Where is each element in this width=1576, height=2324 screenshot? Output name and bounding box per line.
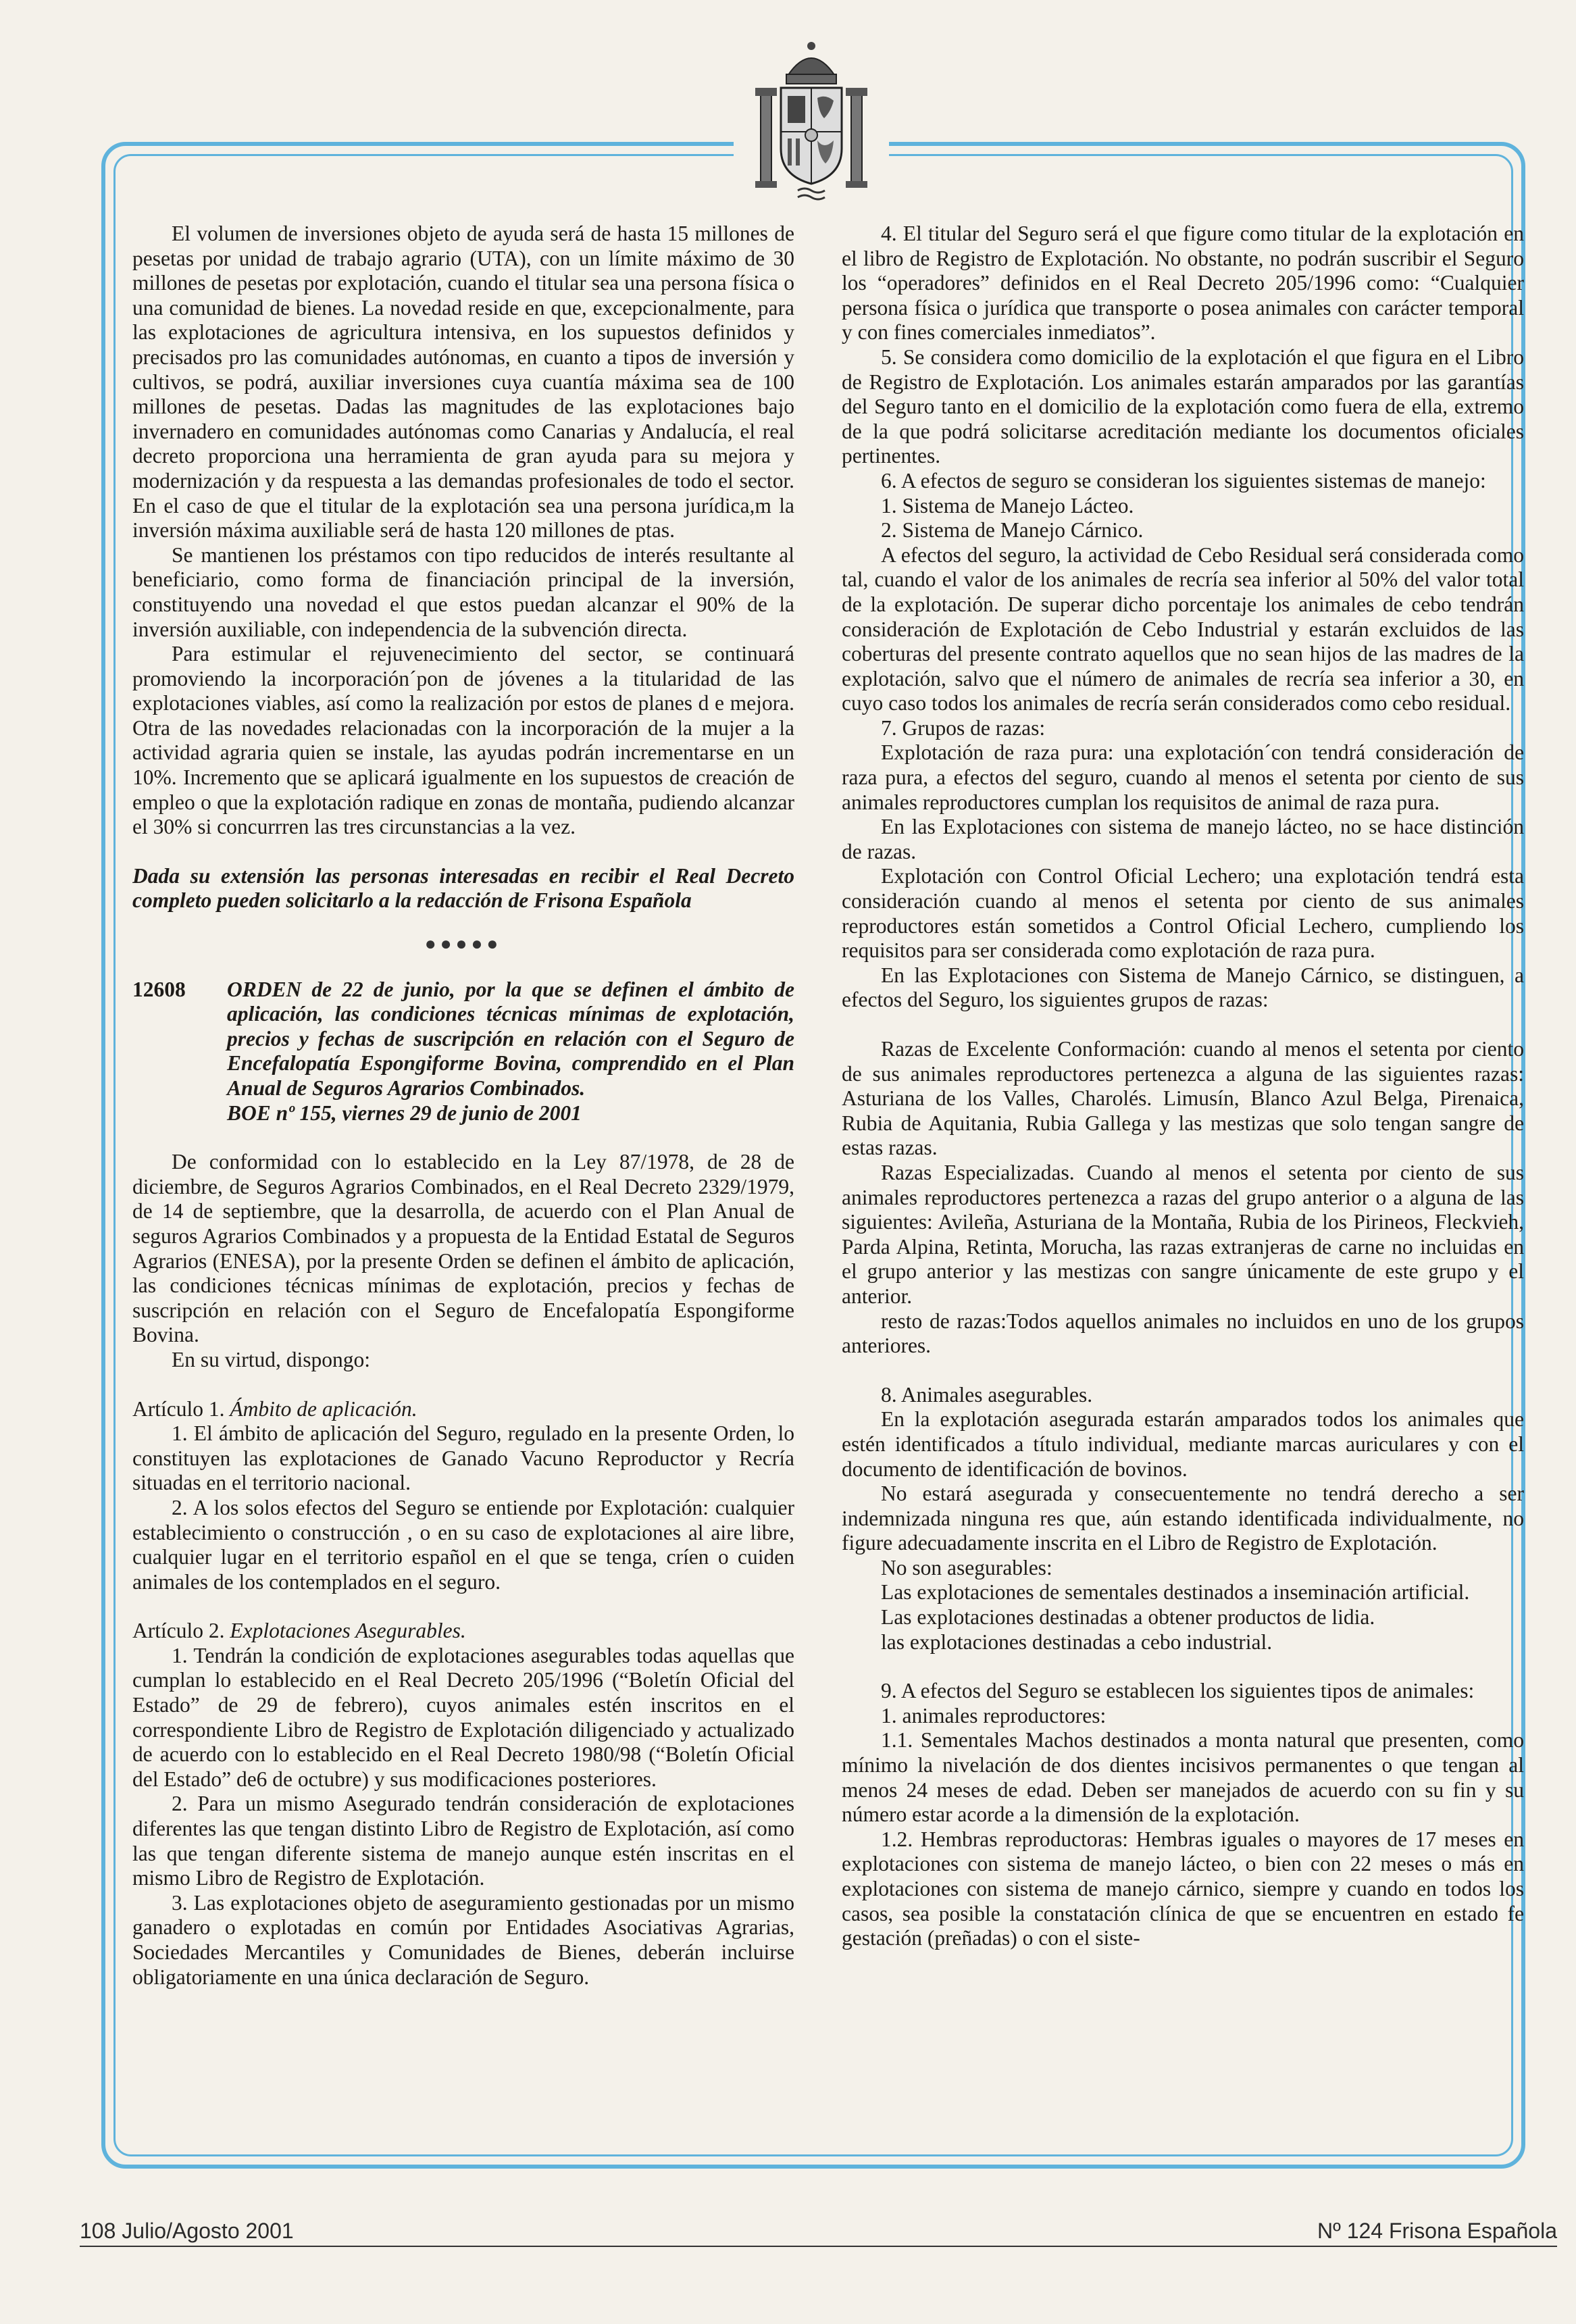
paragraph: Explotación de raza pura: una explotación´con tendrá consideración de raza pura, a efectos del seguro, cuando al menos el setenta por ciento de sus animales reproductores cumplan los requisitos de animal de raza pura. [842,740,1524,814]
paragraph: 2. Sistema de Manejo Cárnico. [881,518,1144,542]
order-heading [132,978,794,1126]
paragraph: En la explotación asegurada estarán amparados todos los animales que estén identificados a título individual, mediante marcas auriculares y con el documento de identificación de bovinos. [842,1407,1524,1481]
left-column [132,222,794,2140]
notice-text: Dada su extensión las personas interesadas en recibir el Real Decreto completo pueden solicitarlo a la redacción de Frisona Española [132,863,794,913]
article-label: Artículo 2. [132,1619,225,1643]
paragraph: Se mantienen los préstamos con tipo reducidos de interés resultante al beneficiario, como forma de financiación principal de la inversión, constituyendo una novedad el que estos puedan alcanzar el 90% de la inversión auxiliable, con independencia de la subvención directa. [132,542,794,641]
paragraph: Razas Especializadas. Cuando al menos el setenta por ciento de sus animales reproductores pertenezca a razas del grupo anterior o a alguna de las siguientes: Avileña, Asturiana de la Montaña, Rubia de los Pirineos, Fleckvieh, Parda Alpina, Retinta, Morucha, las razas extranjeras de carne no incluidas en el grupo anterior y las mestizas con sangre únicamente de este grupo y el anterior. [842,1160,1524,1308]
paragraph: 1.2. Hembras reproductoras: Hembras iguales o mayores de 17 meses en explotaciones con sistema de manejo lácteo, o bien con 22 meses o más en explotaciones con sistema de manejo cárnico, siempre y cuando en todos los casos, sea posible la constatación clínica de que se encuentren en estado fe gestación (preñadas) o con el siste- [842,1827,1524,1950]
paragraph: 1. Tendrán la condición de explotaciones asegurables todas aquellas que cumplan lo establecido en el Real Decreto 205/1996 (“Boletín Oficial del Estado” de 29 de febrero), cuyos animales estén inscritos en el correspondiente Libro de Registro de Explotación diligenciado y actualizado de acuerdo con lo establecido en el Real Decreto 1980/98 (“Boletín Oficial del Estado” de6 de octubre) y sus modificaciones posteriores. [132,1643,794,1791]
paragraph: En las Explotaciones con Sistema de Manejo Cárnico, se distinguen, a efectos del Seguro, los siguientes grupos de razas: [842,963,1524,1012]
paragraph: Las explotaciones destinadas a obtener productos de lidia. [881,1605,1375,1630]
paragraph: 9. A efectos del Seguro se establecen los siguientes tipos de animales: [881,1679,1475,1703]
paragraph: De conformidad con lo establecido en la Ley 87/1978, de 28 de diciembre, de Seguros Agrarios Combinados, en el Real Decreto 2329/1979, de 14 de septiembre, que la desarrolla, de acuerdo con el Plan Anual de seguros Agrarios Combinados y a propuesta de la Entidad Estatal de Seguros Agrarios (ENESA), por la presente Orden se definen el ámbito de aplicación, las condiciones técnicas mínimas de explotación, precios y fechas de suscripción en relación con el Seguro de Encefalopatía Espongiforme Bovina. [132,1150,794,1347]
paragraph: 3. Las explotaciones objeto de aseguramiento gestionadas por un mismo ganadero o explotadas en común por Entidades Asociativas Agrarias, Sociedades Mercantiles y Comunidades de Bienes, deberán incluirse obligatoriamente en una única declaración de Seguro. [132,1890,794,1989]
paragraph: 2. A los solos efectos del Seguro se entiende por Explotación: cualquier establecimiento o construcción , o en su caso de explotaciones al aire libre, cualquier lugar en el territorio español en el que se tenga, críen o cuiden animales de los contemplados en el seguro. [132,1495,794,1594]
paragraph: 5. Se considera como domicilio de la explotación el que figura en el Libro de Registro de Explotación. Los animales estarán amparados por las garantías del Seguro tanto en el domicilio de la explotación como fuera de ella, extremo de la que podrá solicitarse acreditación mediante los documentos oficiales pertinentes. [842,345,1524,468]
separator-dots: ●●●●● [424,934,503,955]
article-title: Explotaciones Asegurables. [230,1619,466,1643]
footer-divider [80,2246,1557,2247]
paragraph: 1. animales reproductores: [881,1703,1107,1727]
paragraph: Para estimular el rejuvenecimiento del sector, se continuará promoviendo la incorporación´pon de jóvenes a la titularidad de las explotaciones viables, así como la realización por estos de planes d e mejora. Otra de las novedades relacionadas con la incorporación de la mujer a la actividad agraria quien se instale, las ayudas podrán incrementarse en un 10%. Incremento que se aplicará igualmente en los supuestos de creación de empleo o que la explotación radique en zonas de montaña, pudiendo alcanzar el 30% si concurrren las tres circunstancias a la vez. [132,642,794,839]
paragraph: resto de razas:Todos aquellos animales no incluidos en uno de los grupos anteriores. [842,1309,1524,1358]
paragraph: 4. El titular del Seguro será el que figure como titular de la explotación en el libro de Registro de Explotación. No obstante, no podrán suscribir el Seguro los “operadores” definidos en el Real Decreto 205/1996 como: “Cualquier persona física o jurídica que transporte o posea animales con carácter temporal y con fines comerciales inmediatos”. [842,222,1524,345]
paragraph: En su virtud, dispongo: [172,1347,371,1371]
article-heading [132,1397,794,1422]
paragraph: A efectos del seguro, la actividad de Cebo Residual será considerada como tal, cuando el valor de los animales de recría sea inferior al 50% del valor total de la explotación. De superar dicho porcentaje los animales de cebo tendrán consideración de Explotación de Cebo Industrial y estarán excluidos de las coberturas del presente contrato aquellos que no sean hijos de las madres de la explotación, salvo que el número de animales de recría sea inferior a 30, en cuyo caso todos los animales de recría serán considerados como cebo residual. [842,542,1524,715]
order-title: ORDEN de 22 de junio, por la que se definen el ámbito de aplicación, las condiciones técnicas mínimas de explotación, precios y fechas de suscripción en relación con el Seguro de Encefalopatía Espongiforme Bovina, comprendido en el Plan Anual de Seguros Agrarios Combinados. [227,977,794,1100]
article-label: Artículo 1. [132,1396,225,1421]
order-number: 12608 [132,977,186,1001]
paragraph: 7. Grupos de razas: [881,715,1046,740]
footer-issue-date: 108 Julio/Agosto 2001 [80,2219,294,2243]
paragraph: No estará asegurada y consecuentemente no tendrá derecho a ser indemnizada ninguna res que, aún estando identificada individualmente, no figure adecuadamente inscrita en el Libro de Registro de Explotación. [842,1482,1524,1555]
paragraph: Explotación con Control Oficial Lechero; una explotación tendrá esta consideración cuando al menos el setenta por ciento de sus animales reproductores están sometidos a Control Oficial Lechero, cumpliendo los requisitos para ser considerada como explotación de raza pura. [842,864,1524,963]
article-heading [132,1619,794,1644]
paragraph: 1. Sistema de Manejo Lácteo. [881,493,1134,517]
article-title: Ámbito de aplicación. [230,1396,417,1421]
paragraph: Las explotaciones de sementales destinados a inseminación artificial. [881,1580,1470,1605]
paragraph: No son asegurables: [881,1555,1052,1580]
page-footer [80,2219,1557,2248]
paragraph: 8. Animales asegurables. [881,1382,1093,1407]
order-boe-reference: BOE nº 155, viernes 29 de junio de 2001 [227,1101,582,1125]
footer-publication: Nº 124 Frisona Española [1317,2219,1557,2243]
paragraph: Razas de Excelente Conformación: cuando al menos el setenta por ciento de sus animales reproductores pertenezca a alguna de las siguientes razas: Asturiana de los Valles, Charolés. Limusín, Blanco Azul Belga, Pirenaica, Rubia de Aquitania, Rubia Gallega y las mestizas que solo tengan sangre de estas razas. [842,1037,1524,1160]
paragraph: 1. El ámbito de aplicación del Seguro, regulado en la presente Orden, lo constituyen las explotaciones de Ganado Vacuno Reproductor y Recría situadas en el territorio nacional. [132,1421,794,1495]
coat-of-arms-icon [734,34,889,203]
paragraph: 2. Para un mismo Asegurado tendrán consideración de explotaciones diferentes las que tengan distinto Libro de Registro de Explotación, así como las que tengan diferente sistema de manejo aunque estén inscritas en el mismo Libro de Registro de Explotación. [132,1792,794,1890]
paragraph: El volumen de inversiones objeto de ayuda será de hasta 15 millones de pesetas por unidad de trabajo agrario (UTA), con un límite máximo de 30 millones de pesetas por explotación, cuando el titular sea una persona física o una comunidad de bienes. La novedad reside en que, excepcionalmente, para las explotaciones de agricultura intensiva, en los supuestos definidos y precisados pro las comunidades autónomas, en cuanto a tipos de inversión y cultivos, se podrá, auxiliar inversiones cuya cuantía máxima sea de 100 millones de pesetas. Dadas las magnitudes de las explotaciones bajo invernadero en comunidades autónomas como Canarias y Andalucía, el real decreto proporciona una herramienta de gran ayuda para su mejora y modernización y da respuesta a las demandas profesionales de todo el sector. En el caso de que el titular de la explotación sea una persona jurídica,m la inversión máxima auxiliable será de hasta 120 millones de ptas. [132,222,794,542]
paragraph: En las Explotaciones con sistema de manejo lácteo, no se hace distinción de razas. [842,815,1524,863]
paragraph: las explotaciones destinadas a cebo industrial. [881,1630,1273,1654]
paragraph: 6. A efectos de seguro se consideran los siguientes sistemas de manejo: [881,468,1486,492]
right-column [842,222,1524,2140]
paragraph: 1.1. Sementales Machos destinados a monta natural que presenten, como mínimo la nivelación de dos dientes incisivos permanentes o que tengan al menos 24 meses de edad. Deben ser manejados de acuerdo con su fin y su número estar acorde a la dimensión de la explotación. [842,1728,1524,1827]
